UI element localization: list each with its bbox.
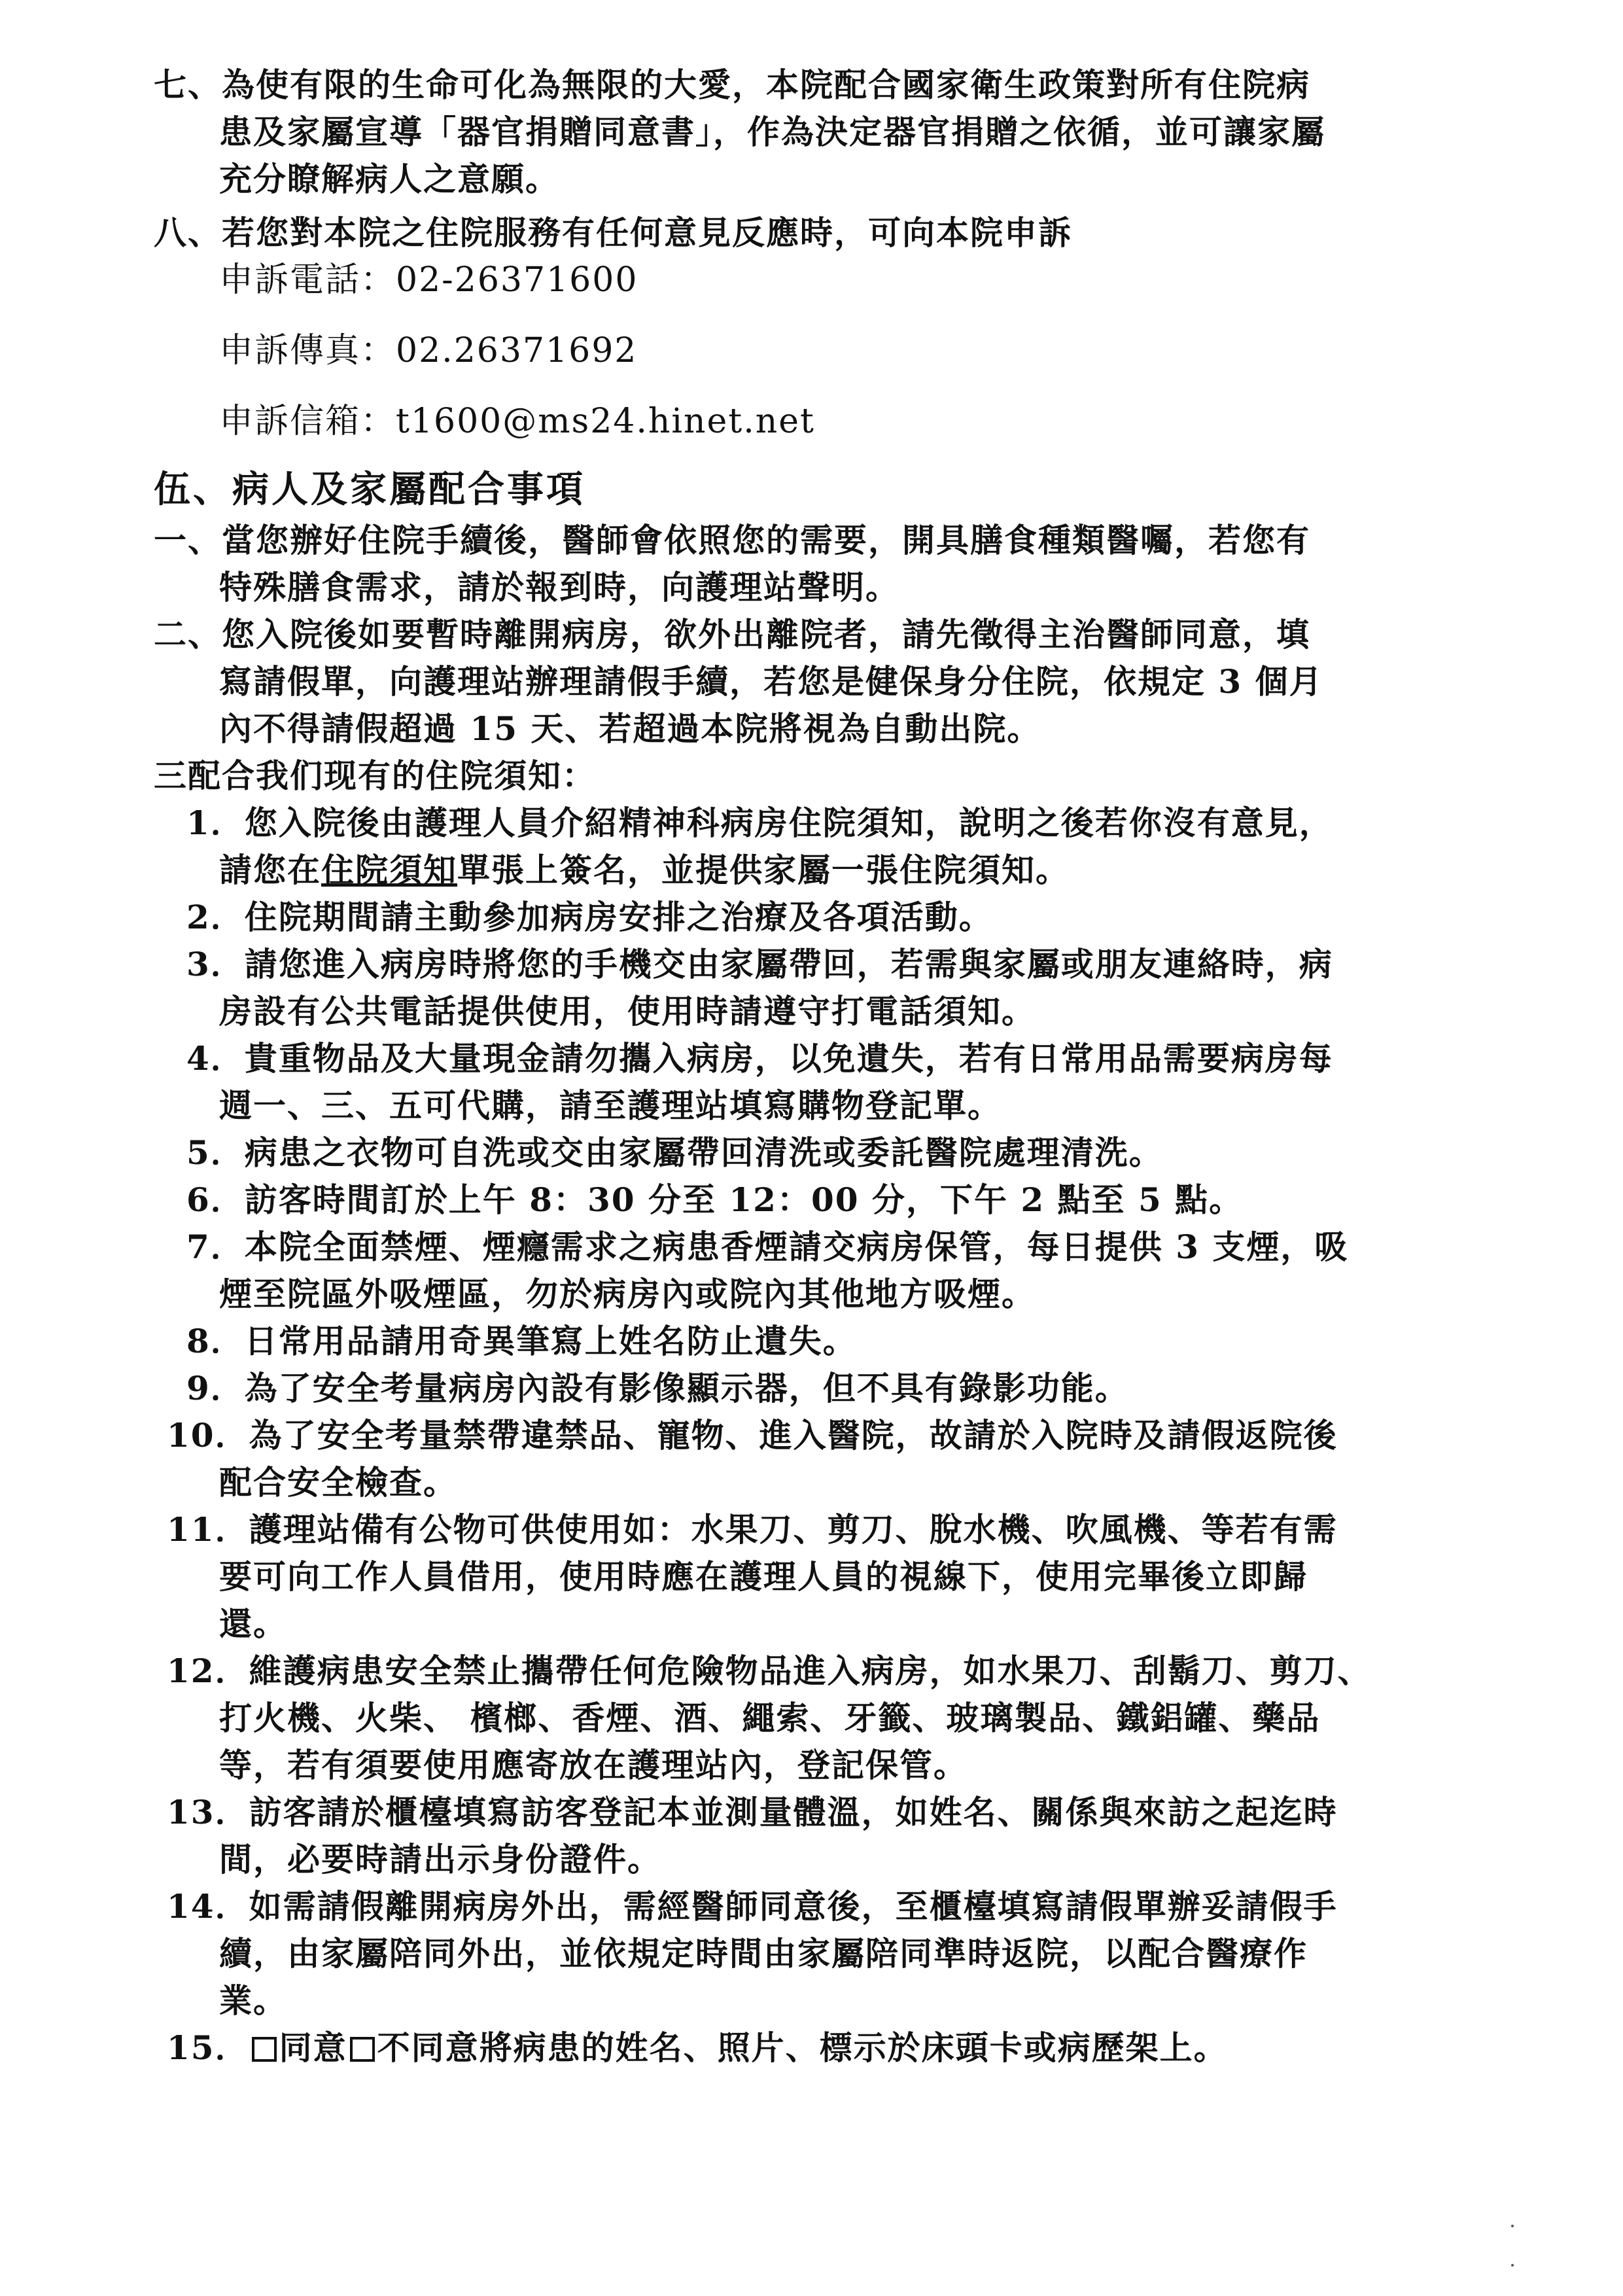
rule-1-text-post: 單張上簽名，並提供家屬一張住院須知。 [457, 851, 1070, 889]
rule-15 [167, 2028, 1228, 2068]
item-3-title: 三配合我们现有的住院須知： [154, 756, 596, 795]
rule-11-line-1: 11．護理站備有公物可供使用如：水果刀、剪刀、脫水機、吹風機、等若有需 [167, 1510, 1338, 1549]
item-7-line-3: 充分瞭解病人之意願。 [219, 160, 559, 198]
rule-5: 5．病患之衣物可自洗或交由家屬帶回清洗或委託醫院處理清洗。 [186, 1133, 1163, 1172]
rule-4-line-1: 4．貴重物品及大量現金請勿攜入病房，以免遺失，若有日常用品需要病房每 [186, 1039, 1333, 1078]
rule-13-line-2: 間，必要時請出示身份證件。 [219, 1840, 661, 1879]
rule-13-line-1: 13．訪客請於櫃檯填寫訪客登記本並測量體溫，如姓名、關係與來訪之起迄時 [167, 1793, 1338, 1831]
rule-4-line-2: 週一、三、五可代購，請至護理站填寫購物登記單。 [219, 1086, 1002, 1125]
rule-14-line-1: 14．如需請假離開病房外出，需經醫師同意後，至櫃檯填寫請假單辦妥請假手 [167, 1887, 1338, 1926]
rule-10-line-2: 配合安全檢查。 [219, 1463, 457, 1502]
item-2-line-1: 二、您入院後如要暫時離開病房，欲外出離院者，請先徵得主治醫師同意，填 [154, 615, 1310, 654]
rule-3-line-2: 房設有公共電話提供使用，使用時請遵守打電話須知。 [219, 992, 1036, 1031]
rule-12-line-1: 12．維護病患安全禁止攜帶任何危險物品進入病房，如水果刀、刮鬍刀、剪刀、 [167, 1651, 1372, 1690]
rule-1-text-pre: 請您在 [219, 851, 321, 889]
item-2-line-2: 寫請假單，向護理站辦理請假手續，若您是健保身分住院，依規定 3 個月 [219, 662, 1323, 701]
disagree-label: 不同意將病患的姓名、照片、標示於床頭卡或病歷架上。 [377, 2028, 1228, 2067]
rule-15-number: 15． [167, 2028, 249, 2067]
item-7-line-2: 患及家屬宣導「器官捐贈同意書」，作為決定器官捐贈之依循，並可讓家屬 [219, 113, 1325, 151]
rule-9: 9．為了安全考量病房內設有影像顯示器，但不具有錄影功能。 [186, 1369, 1129, 1407]
rule-10-line-1: 10．為了安全考量禁帶違禁品、寵物、進入醫院，故請於入院時及請假返院後 [167, 1416, 1338, 1455]
rule-12-line-2: 打火機、火柴、 檳榔、香煙、酒、繩索、牙籤、玻璃製品、鐵鋁罐、藥品 [219, 1699, 1321, 1737]
section-5-heading: 伍、病人及家屬配合事項 [154, 468, 585, 511]
rule-7-line-2: 煙至院區外吸煙區，勿於病房內或院內其他地方吸煙。 [219, 1275, 1036, 1313]
rule-7-line-1: 7．本院全面禁煙、煙癮需求之病患香煙請交病房保管，每日提供 3 支煙，吸 [186, 1227, 1349, 1266]
rule-2: 2．住院期間請主動參加病房安排之治療及各項活動。 [186, 898, 993, 936]
complaint-fax: 申訴傳真：02.26371692 [219, 331, 638, 370]
disagree-checkbox[interactable] [350, 2037, 375, 2062]
rule-12-line-3: 等，若有須要使用應寄放在護理站內，登記保管。 [219, 1746, 968, 1784]
rule-1-underlined-text: 住院須知 [321, 851, 457, 889]
rule-11-line-3: 還。 [219, 1604, 287, 1643]
rule-8: 8．日常用品請用奇異筆寫上姓名防止遺失。 [186, 1322, 857, 1360]
rule-3-line-1: 3．請您進入病房時將您的手機交由家屬帶回，若需與家屬或朋友連絡時，病 [186, 945, 1333, 983]
complaint-phone: 申訴電話：02-26371600 [219, 260, 638, 300]
scan-speck [1511, 2264, 1514, 2267]
rule-1-line-2 [219, 851, 1070, 890]
item-2-line-3: 內不得請假超過 15 天、若超過本院將視為自動出院。 [219, 709, 1041, 748]
rule-14-line-3: 業。 [219, 1981, 287, 2020]
rule-11-line-2: 要可向工作人員借用，使用時應在護理人員的視線下，使用完畢後立即歸 [219, 1557, 1308, 1596]
item-1-line-2: 特殊膳食需求，請於報到時，向護理站聲明。 [219, 568, 899, 607]
rule-14-line-2: 續，由家屬陪同外出，並依規定時間由家屬陪同準時返院，以配合醫療作 [219, 1934, 1308, 1973]
scan-speck [1511, 2225, 1514, 2227]
agree-checkbox[interactable] [252, 2037, 277, 2062]
item-7-line-1: 七、為使有限的生命可化為無限的大愛，本院配合國家衛生政策對所有住院病 [154, 65, 1310, 104]
rule-1-line-1: 1．您入院後由護理人員介紹精神科病房住院須知，說明之後若你沒有意見， [186, 804, 1333, 842]
agree-label: 同意 [279, 2028, 347, 2067]
item-1-line-1: 一、當您辦好住院手續後，醫師會依照您的需要，開具膳食種類醫囑，若您有 [154, 521, 1310, 559]
item-8-line-1: 八、若您對本院之住院服務有任何意見反應時，可向本院申訴 [154, 213, 1072, 252]
rule-6: 6．訪客時間訂於上午 8：30 分至 12：00 分，下午 2 點至 5 點。 [186, 1180, 1244, 1219]
complaint-email: 申訴信箱：t1600@ms24.hinet.net [219, 402, 815, 441]
